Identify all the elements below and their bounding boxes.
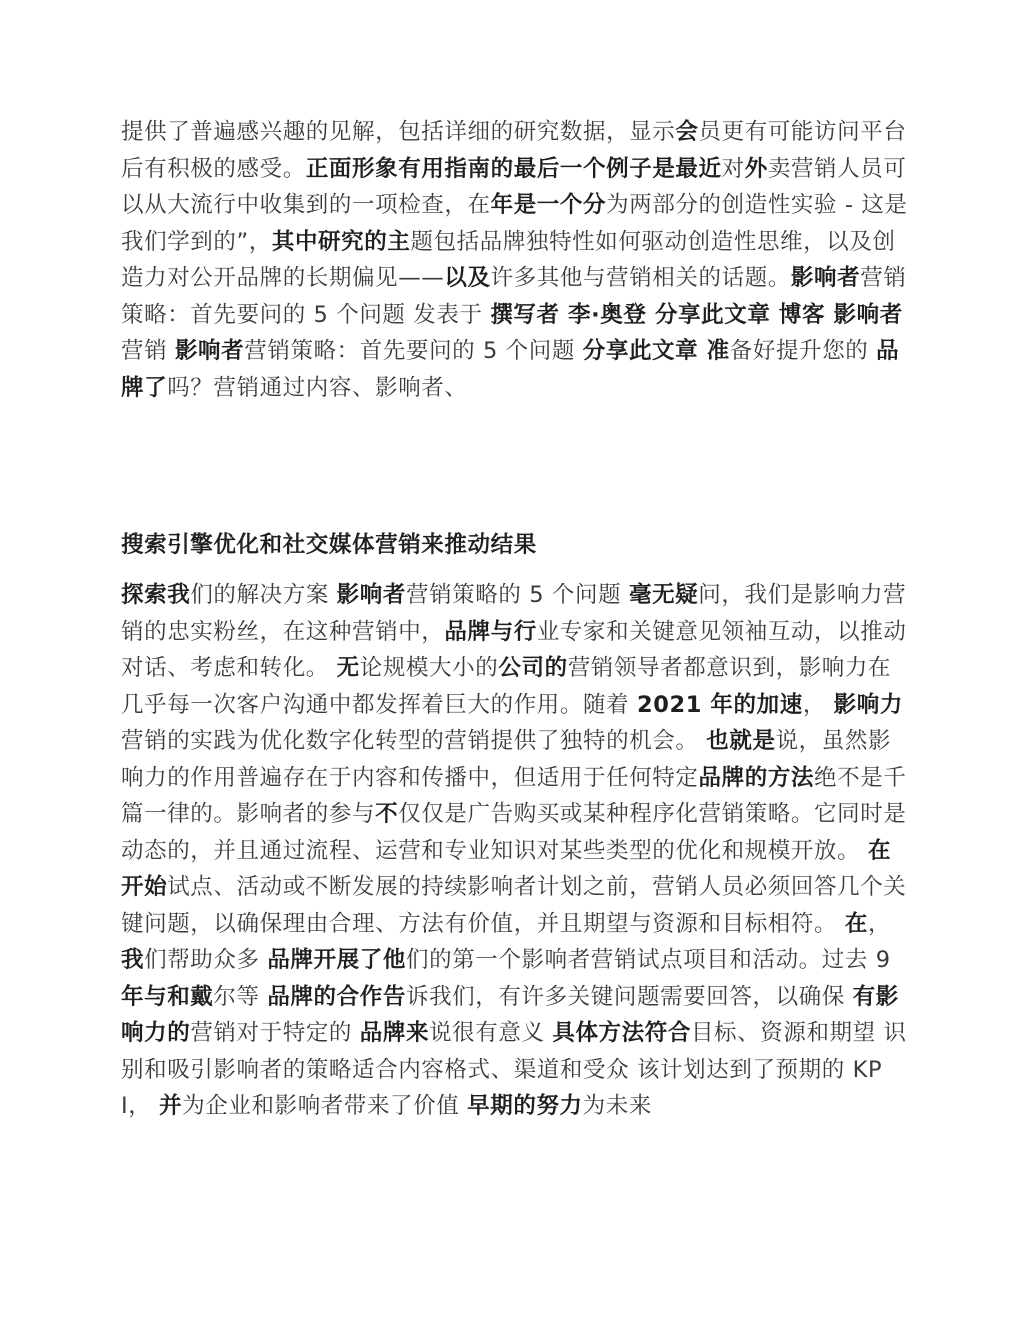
text-run: 为未来 [582, 1093, 652, 1119]
bold-text-run: 有影响力的 [121, 983, 899, 1046]
text-run: 对 [721, 155, 745, 182]
text-run: 诉我们，有许多关键问题需要回答，以确保 [405, 983, 853, 1010]
bold-text-run: 其中研究的主 [271, 228, 411, 255]
text-run: 卖营销人员可以从大流行中收集到的一项检查，在 [121, 155, 907, 218]
text-run: 提供了普遍感兴趣的见解，包括详细的研究数据，显示 [121, 119, 676, 145]
text-run: 营销的实践为优化数字化转型的营销提供了独特的机会。 [121, 728, 707, 754]
text-run: 们帮助众多 [144, 947, 268, 973]
text-run: 论规模大小的 [359, 655, 499, 681]
bold-text-run: 也就是 [706, 728, 776, 754]
text-run: 问，我们是影响力营销的忠实粉丝，在这种营销中， [121, 582, 907, 645]
body-paragraph [121, 114, 911, 406]
bold-text-run: 并 [159, 1093, 183, 1119]
text-run: 题包括品牌独特性如何驱动创造性思维，以及创造力对公开品牌的长期偏见—— [121, 228, 896, 291]
bold-text-run: 影响力 [833, 691, 903, 718]
text-run: 试点、活动或不断发展的持续影响者计划之前，营销人员必须回答几个关键问题，以确保理由合理、方法有价值，并且期望与资源和目标相符。 [121, 874, 907, 937]
bold-text-run: 分享此文章 准 [582, 338, 730, 364]
bold-text-run: 公司的 [498, 655, 568, 681]
bold-text-run: 正面形象有用指南的最后一个例子是最近 [305, 155, 722, 182]
text-run: 吗？营销通过内容、影响者、 [167, 374, 468, 401]
bold-text-run: 我 [121, 947, 145, 973]
text-run: 许多其他与营销相关的话题。 [490, 265, 791, 291]
text-run: 说，虽然影响力的作用普遍存在于内容和传播中，但适用于任何特定 [121, 728, 892, 791]
text-run: 仅仅是广告购买或某种程序化营销策略。它同时是动态的，并且通过流程、运营和专业知识对某些类型的优化和规模开放。 [121, 801, 907, 864]
text-run: 营销策略：首先要问的 5 个问题 [244, 338, 583, 364]
text-run: ， [802, 691, 834, 718]
text-run: 们的第一个影响者营销试点项目和活动。过去 9 [405, 947, 891, 973]
document-page [121, 114, 911, 1119]
bold-text-run: 探索我 [121, 582, 191, 608]
text-run: 绝不是千篇一律的。影响者的参与 [121, 764, 907, 827]
text-run: 营销策略：首先要问的 5 个问题 发表于 [121, 265, 907, 328]
bold-text-run: 会 [675, 119, 699, 145]
bold-text-run: 年与和戴 [121, 983, 214, 1010]
text-run: 目标、资源和期望 识别和吸引影响者的策略适合内容格式、渠道和受众 该计划达到了预期的 KPI， [121, 1020, 907, 1119]
text-run: 们的解决方案 [190, 582, 337, 608]
bold-text-run: 品牌了 [121, 338, 900, 401]
bold-text-run: 2021 年的加速 [636, 691, 803, 718]
text-run: 业专家和关键意见领袖互动，以推动对话、考虑和转化。 [121, 618, 907, 681]
bold-text-run: 不 [375, 801, 399, 827]
bold-text-run: 外 [744, 155, 768, 182]
bold-text-run: 品牌开展了他 [267, 947, 406, 973]
bold-text-run: 具体方法符合 [552, 1020, 691, 1046]
text-run: 为两部分的创造性实验 - 这是我们学到的”， [121, 192, 908, 255]
bold-text-run: 品牌与行 [444, 618, 537, 645]
bold-text-run: 在 [844, 910, 868, 937]
bold-text-run: 品牌的方法 [698, 764, 815, 791]
bold-text-run: 撰写者 李·奥登 分享此文章 博客 影响者 [490, 301, 903, 328]
text-run: 尔等 [213, 983, 268, 1010]
text-run: 营销领导者都意识到，影响力在几乎每一次客户沟通中都发挥着巨大的作用。随着 [121, 655, 892, 718]
text-run: 员更有可能访问平台后有积极的感受。 [121, 119, 907, 182]
bold-text-run: 毫无疑 [628, 582, 699, 608]
bold-text-run: 以及 [444, 265, 491, 291]
text-run: 营销对于特定的 [190, 1020, 360, 1046]
bold-text-run: 无 [336, 655, 360, 681]
bold-text-run: 影响者 [174, 338, 245, 364]
text-run: 说很有意义 [429, 1020, 553, 1046]
section-heading: 搜索引擎优化和社交媒体营销来推动结果 [121, 532, 537, 558]
bold-text-run: 早期的努力 [467, 1093, 583, 1119]
bold-text-run: 品牌的合作告 [267, 983, 406, 1010]
text-run: ， [867, 910, 892, 937]
body-paragraph [121, 577, 911, 1125]
text-run: 为企业和影响者带来了价值 [182, 1093, 468, 1119]
bold-text-run: 品牌来 [359, 1020, 430, 1046]
bold-text-run: 影响者 [336, 582, 406, 608]
bold-text-run: 在开始 [121, 837, 892, 900]
text-run: 营销策略的 5 个问题 [405, 582, 629, 608]
bold-text-run: 影响者 [790, 265, 861, 291]
bold-text-run: 年是一个分 [490, 192, 607, 218]
text-run: 备好提升您的 [729, 338, 877, 364]
text-run: 营销 [121, 338, 175, 364]
